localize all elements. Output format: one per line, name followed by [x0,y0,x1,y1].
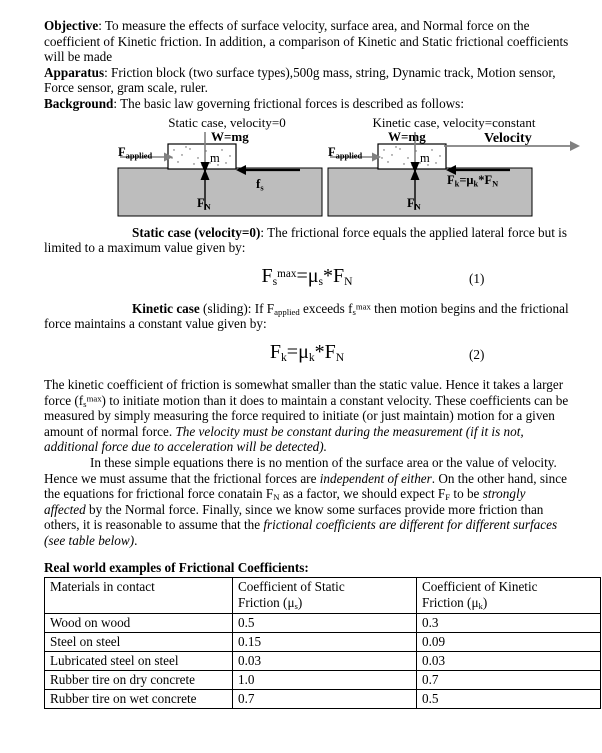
paragraph-2-text-b: . On the other hand, since the equations for frictional force conatain F [44,470,567,502]
table-header-kinetic-line1: Coefficient of Kinetic [422,579,538,595]
static-case-text: : The frictional force equals the applied lateral force but is limited to a maximum value given by: [44,224,567,256]
figure-row [44,115,570,225]
kinetic-case-lead: Kinetic case [132,300,200,316]
friction-coefficients-table [44,577,601,709]
static-friction-label: $f_s$ [256,175,264,193]
paragraph-2-text-a: In these simple equations there is no mention of the surface area or the value of velocity. Hence we must assume that the frictional forces are [44,454,557,486]
table-row [45,652,601,671]
table-header-materials [45,578,233,614]
cell-material: Lubricated steel on steel [45,652,233,671]
eq1-equals: = [296,264,308,287]
table-header-static-sub: s [294,600,298,611]
kinetic-case-text-a: (sliding): If F [199,300,275,316]
table-row [45,671,601,690]
table-header-materials-label: Materials in contact [50,579,155,595]
kinetic-friction-label: $F_k=\mu_k*F_N$ [447,172,499,189]
cell-kinetic: 0.09 [417,633,601,652]
static-normal-label: $F_N$ [197,195,211,212]
apparatus-label: Apparatus [44,64,105,80]
cell-kinetic: 0.03 [417,652,601,671]
figure-static-caption: Static case, velocity=0 [168,114,286,130]
eq1-mu-sub: s [318,274,323,288]
cell-static: 1.0 [233,671,417,690]
paragraph-2-text-d: to be [450,486,483,502]
kinetic-case-fs-sup: max [355,301,371,312]
paragraph-2-italic-2: strongly affected [44,486,526,517]
paragraph-2-text-e: by the Normal force. Finally, since we know some surfaces provide more friction than others, it is reasonable to assume that the [44,501,544,533]
background-label: Background [44,95,114,111]
cell-static: 0.03 [233,652,417,671]
eq1-star-F: *F [322,264,345,287]
table-header-row [45,578,601,614]
kinetic-case-applied-sub: applied [274,306,300,317]
eq2-F: F [269,340,281,363]
objective-label: Objective [44,18,99,33]
equation-2-number: (2) [469,346,485,362]
table-header-static-line2-end: ) [297,594,303,610]
eq2-equals: = [286,340,299,363]
figure-kinetic-case [314,115,594,222]
static-case-paragraph [44,225,570,256]
table-header-static-line1: Coefficient of Static [238,579,345,595]
table-header-kinetic-line2-end: ) [482,594,488,610]
equation-1-number: (1) [469,270,485,286]
table-header-kinetic-line2: Friction (μ [422,594,479,610]
static-ground [118,168,322,216]
kinetic-case-diagram [314,130,594,222]
body-paragraph-1 [44,377,570,455]
paragraph-1-fs-sub: s [83,398,87,409]
kinetic-velocity-label: Velocity [484,130,532,146]
eq2-mu: μ [298,340,309,363]
eq1-mu: μ [307,264,319,287]
paragraph-2-fn-sub: N [273,492,280,502]
cell-material: Rubber tire on dry concrete [45,671,233,690]
table-header-kinetic-sub: k [478,600,483,611]
paragraph-2-text-f: . [134,532,138,548]
eq1-N-sub: N [344,274,353,288]
eq1-F: F [261,264,273,287]
eq2-star-F: *F [314,340,336,363]
table-header-kinetic [417,578,601,614]
cell-material: Rubber tire on wet concrete [45,690,233,709]
body-paragraph-2 [44,455,570,549]
cell-static: 0.15 [233,633,417,652]
paragraph-1-text-b: ) to initiate motion than it does to maintain a constant velocity. These coefficients can be measured by simply measuring the force required to initiate (or just maintain) motion for a given amount of normal force. [44,392,569,439]
paragraph-2-text-c: as a factor, we should expect F [279,486,446,502]
static-mass-label: m [210,150,220,165]
eq1-F-sub: s [272,274,278,288]
cell-static: 0.5 [233,614,417,633]
cell-static: 0.7 [233,690,417,709]
eq2-mu-sub: k [308,350,315,364]
kinetic-case-fs-sub: s [352,306,356,317]
background-paragraph [44,96,570,112]
cell-material: Wood on wood [45,614,233,633]
background-text: : The basic law governing frictional forces is described as follows: [113,95,464,111]
static-case-diagram [104,130,344,222]
kinetic-case-text-b: exceeds f [299,300,353,316]
table-header-static-line2: Friction (μ [238,594,295,610]
table-header-static [233,578,417,614]
static-applied-label: $F_{applied}$ [118,144,153,161]
apparatus-text: : Friction block (two surface types),500g mass, string, Dynamic track, Motion sensor, Force sensor, gram scale, ruler. [44,64,556,96]
paragraph-1-italic: The velocity must be constant during the measurement (if it is not, additional force due to acceleration will be detected). [44,423,524,455]
kinetic-case-paragraph [44,301,570,332]
eq2-F-sub: k [281,350,287,364]
paragraph-2-italic-3: frictional coefficients are different for different surfaces (see table below) [44,517,558,548]
paragraph-1-text-a: The kinetic coefficient of friction is somewhat smaller than the static value. Hence it takes a larger force (f [44,376,564,408]
objective-text: : To measure the effects of surface velocity, surface area, and Normal force on the coefficient of Kinetic friction. In addition, a comparison of Kinetic and Static frictional coefficients will be made [44,18,569,65]
eq2-N-sub: N [335,350,345,364]
figure-static-case [104,115,344,222]
cell-kinetic: 0.3 [417,614,601,633]
paragraph-1-fs-sup: max [86,392,102,403]
cell-kinetic: 0.7 [417,671,601,690]
paragraph-2-italic-1: independent of either [319,470,432,486]
table-row [45,633,601,652]
table-title: Real world examples of Frictional Coefficients: [44,560,309,576]
figure-kinetic-caption: Kinetic case, velocity=constant [372,114,536,130]
kinetic-mass-label: m [420,150,430,165]
paragraph-2-ff-sub: F [445,492,451,502]
kinetic-weight-label: W=mg [388,129,426,144]
equation-2-row [44,341,570,371]
kinetic-normal-label: $F_N$ [407,195,421,212]
kinetic-case-text-c: then motion begins and the frictional force maintains a constant value given by: [44,300,569,332]
equation-2 [44,341,570,364]
kinetic-applied-label: $F_{applied}$ [328,144,363,161]
static-weight-label: W=mg [211,129,249,144]
table-row [45,614,601,633]
cell-material: Steel on steel [45,633,233,652]
apparatus-paragraph [44,65,570,96]
static-case-lead: Static case (velocity=0) [132,224,261,240]
table-row [45,690,601,709]
kinetic-ground [328,168,532,216]
objective-paragraph [44,18,570,65]
cell-kinetic: 0.5 [417,690,601,709]
equation-1-row [44,265,570,295]
eq1-F-sup: max [277,267,297,280]
equation-1 [44,265,570,288]
